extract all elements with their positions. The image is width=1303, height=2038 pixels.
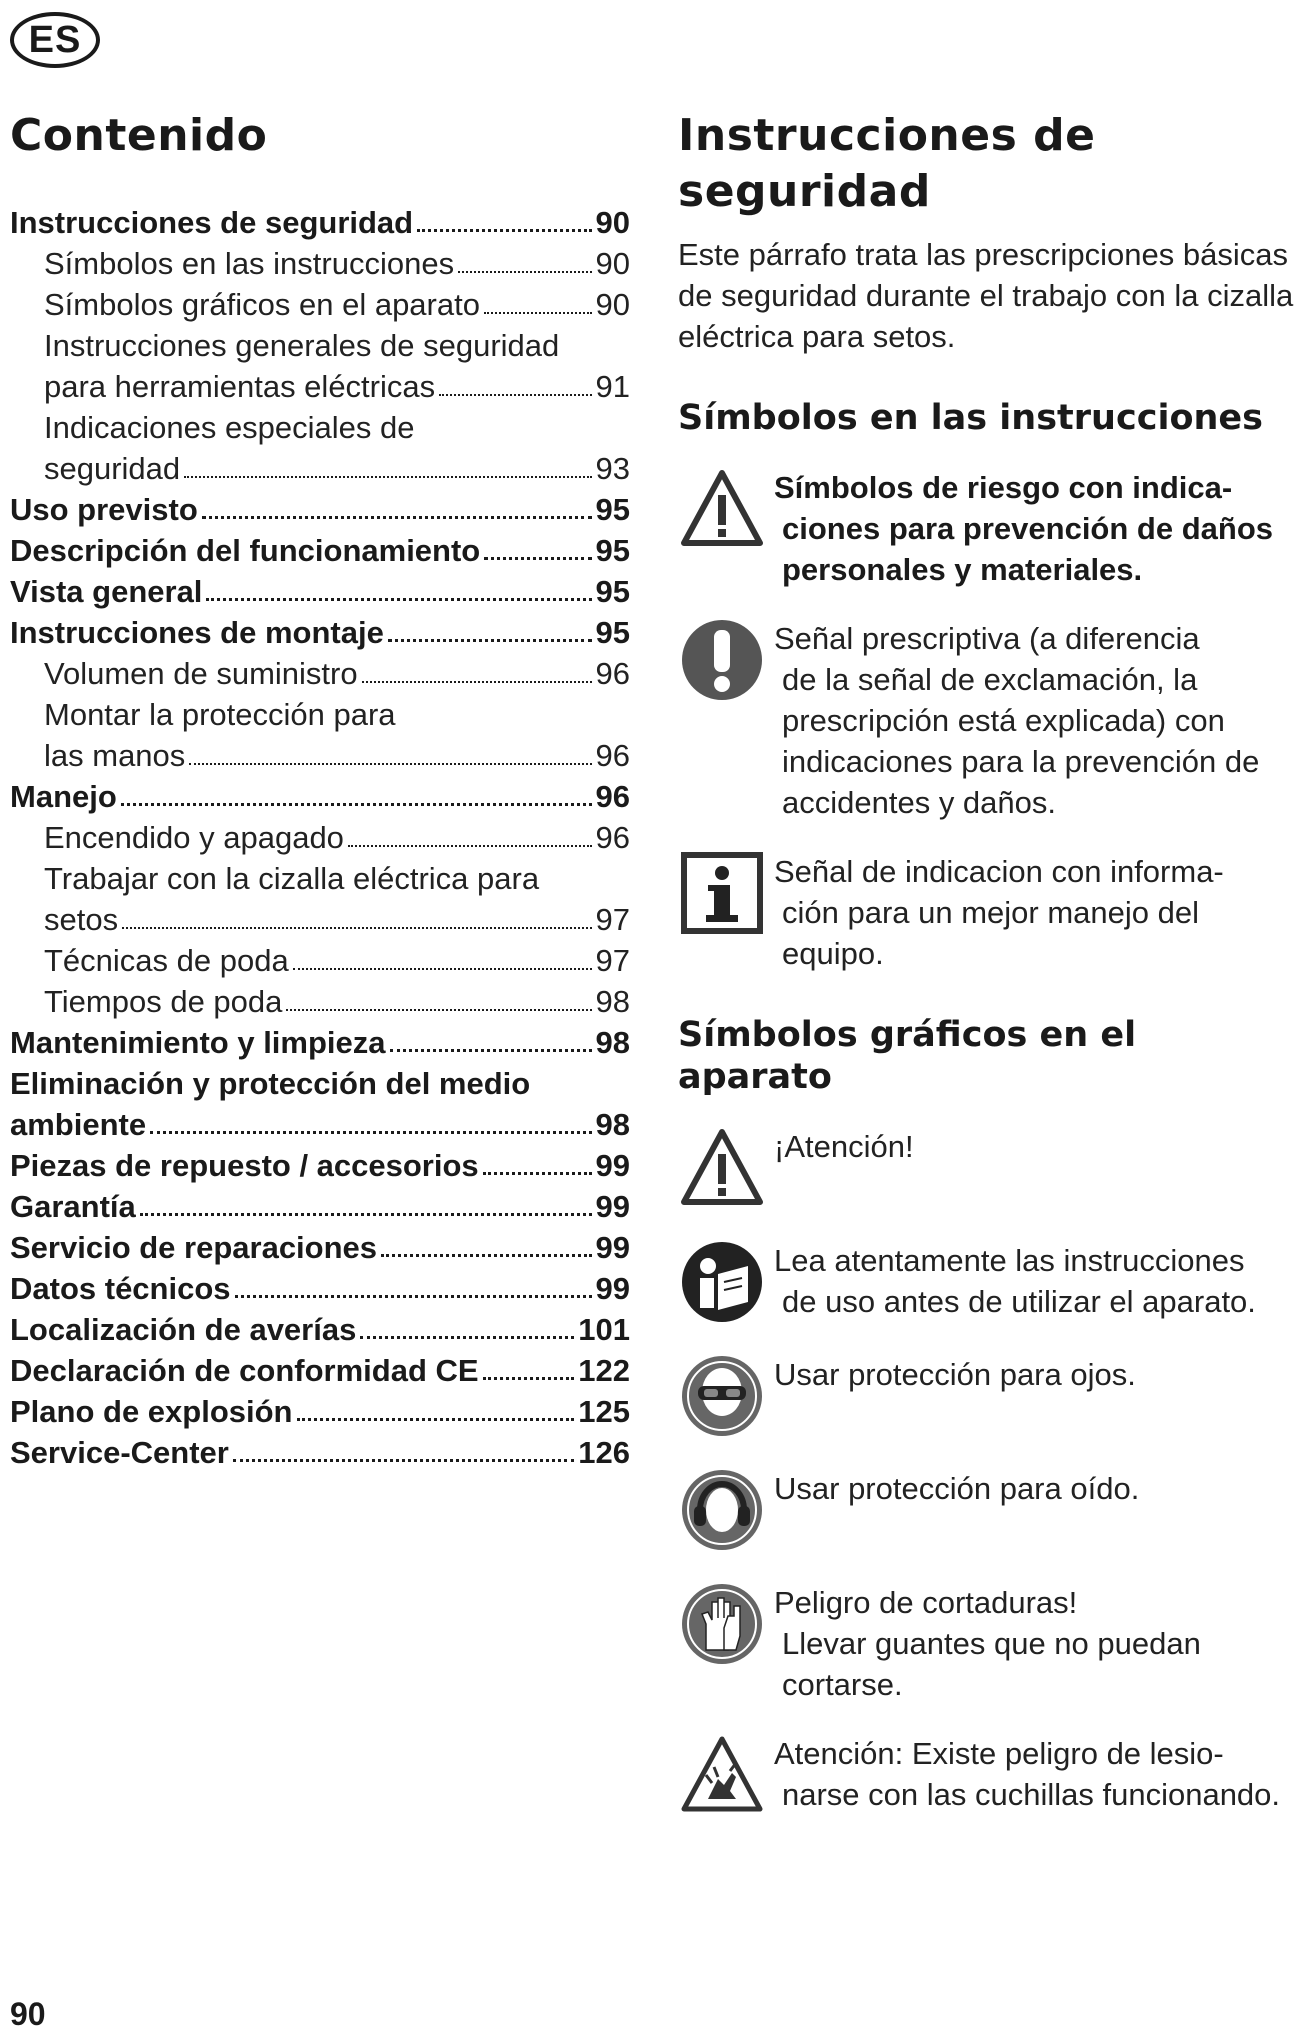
symbol-text-first-line: Señal de indicacion con informa- <box>774 854 1224 889</box>
toc-entry-title: las manos <box>44 738 186 773</box>
warning-triangle-icon <box>678 1124 766 1212</box>
toc-leader-dots <box>439 394 591 396</box>
toc-entry-title: Instrucciones de montaje <box>10 615 384 650</box>
eye-protection-icon <box>678 1352 766 1440</box>
toc-entry-page: 126 <box>578 1435 630 1470</box>
toc-entry-page: 96 <box>595 820 630 855</box>
symbol-text-first-line: ¡Atención! <box>774 1129 914 1164</box>
toc-entry-title: Service-Center <box>10 1435 229 1470</box>
instr-symbol-description <box>774 849 1298 974</box>
toc-entry-page: 99 <box>595 1271 630 1306</box>
toc-entry-page: 95 <box>595 574 630 609</box>
instr-symbols-heading: Símbolos en las instrucciones <box>678 398 1263 438</box>
toc-entry-title: Símbolos en las instrucciones <box>44 246 455 281</box>
toc-leader-dots <box>122 927 591 929</box>
toc-entry-page: 96 <box>595 779 630 814</box>
toc-entry-title: Vista general <box>10 574 203 609</box>
symbol-text-first-line: Peligro de cortaduras! <box>774 1585 1078 1620</box>
toc-entry-title: Instrucciones de seguridad <box>10 205 414 240</box>
toc-leader-dots <box>390 1049 592 1052</box>
toc-leader-dots <box>140 1213 592 1216</box>
toc-entry[interactable] <box>10 899 630 940</box>
toc-leader-dots <box>360 1336 574 1339</box>
toc-entry[interactable] <box>10 1391 630 1432</box>
device-symbol-description <box>774 1466 1139 1509</box>
toc-entry-page: 90 <box>595 246 630 281</box>
toc-leader-dots <box>121 803 592 806</box>
toc-leader-dots <box>206 598 591 601</box>
toc-entry-title: para herramientas eléctricas <box>44 369 436 404</box>
device-symbol-row <box>678 1352 1298 1440</box>
toc-entry[interactable] <box>10 489 630 530</box>
symbol-text-continuation: ciones para prevención de daños personales y materiales. <box>782 511 1273 587</box>
toc-entry-title: Datos técnicos <box>10 1271 231 1306</box>
toc-entry-title: Montar la protección para <box>44 697 396 732</box>
toc-entry-page: 95 <box>595 615 630 650</box>
instr-symbol-row <box>678 849 1298 974</box>
toc-entry[interactable] <box>10 243 630 284</box>
symbol-text-continuation: Llevar guantes que no puedan cortarse. <box>782 1626 1201 1702</box>
symbol-text-first-line: Lea atentamente las instrucciones <box>774 1243 1245 1278</box>
symbol-text-continuation: de uso antes de utilizar el aparato. <box>782 1284 1256 1319</box>
toc-entry-page: 96 <box>595 656 630 691</box>
device-symbol-row <box>678 1238 1298 1326</box>
language-badge <box>10 12 100 68</box>
toc-entry[interactable] <box>10 1145 630 1186</box>
toc-entry-title: Encendido y apagado <box>44 820 344 855</box>
toc-entry-title: Localización de averías <box>10 1312 357 1347</box>
toc-entry[interactable] <box>10 530 630 571</box>
blade-hazard-icon <box>678 1731 766 1819</box>
toc-entry[interactable] <box>10 1432 630 1473</box>
toc-entry-page: 93 <box>595 451 630 486</box>
toc-entry-page: 99 <box>595 1189 630 1224</box>
gloves-icon <box>678 1580 766 1668</box>
instr-symbol-description <box>774 616 1298 823</box>
instr-symbols-list <box>678 465 1298 974</box>
safety-heading: Instrucciones de seguridad <box>678 110 1096 217</box>
toc-entry-title: Técnicas de poda <box>44 943 289 978</box>
toc-heading: Contenido <box>10 110 268 161</box>
toc-leader-dots <box>484 312 592 314</box>
toc-entry-title: Símbolos gráficos en el aparato <box>44 287 480 322</box>
toc-entry-page: 95 <box>595 533 630 568</box>
toc-leader-dots <box>184 476 591 478</box>
toc-leader-dots <box>458 271 591 273</box>
toc-entry-title: Declaración de conformidad CE <box>10 1353 479 1388</box>
toc-entry-title: Manejo <box>10 779 117 814</box>
toc-leader-dots <box>381 1254 591 1257</box>
symbol-text-continuation: narse con las cuchillas funcionando. <box>782 1777 1281 1812</box>
toc-entry[interactable] <box>10 202 630 243</box>
device-symbols-heading: Símbolos gráficos en el aparato <box>678 1015 1137 1097</box>
toc-entry[interactable] <box>10 448 630 489</box>
symbol-text-first-line: Señal prescriptiva (a diferencia <box>774 621 1200 656</box>
toc-entry-title: Descripción del funcionamiento <box>10 533 481 568</box>
toc-entry-page: 95 <box>595 492 630 527</box>
language-code: ES <box>28 18 82 61</box>
ear-protection-icon <box>678 1466 766 1554</box>
device-symbol-description <box>774 1124 914 1167</box>
toc-entry[interactable] <box>10 1186 630 1227</box>
safety-column <box>678 108 1298 1819</box>
toc-leader-dots <box>235 1295 592 1298</box>
toc-entry[interactable] <box>10 571 630 612</box>
toc-entry-title: Mantenimiento y limpieza <box>10 1025 386 1060</box>
toc-entry[interactable] <box>10 1268 630 1309</box>
toc-entry-page: 97 <box>595 902 630 937</box>
device-symbols-list <box>678 1124 1298 1819</box>
toc-entry[interactable] <box>10 776 630 817</box>
toc-entry[interactable] <box>10 817 630 858</box>
toc-entry[interactable] <box>10 940 630 981</box>
toc-entry-line <box>10 694 630 735</box>
toc-leader-dots <box>293 968 592 970</box>
toc-leader-dots <box>233 1459 574 1462</box>
toc-entry-line <box>10 325 630 366</box>
toc-entry[interactable] <box>10 284 630 325</box>
symbol-text-first-line: Usar protección para oído. <box>774 1471 1140 1506</box>
toc-entry-page: 98 <box>595 1025 630 1060</box>
toc-entry-page: 90 <box>595 205 630 240</box>
info-box-icon <box>678 849 766 937</box>
toc-leader-dots <box>189 763 591 765</box>
device-symbol-row <box>678 1124 1298 1212</box>
toc-leader-dots <box>150 1131 591 1134</box>
toc-entry-title: Tiempos de poda <box>44 984 283 1019</box>
toc-entry[interactable] <box>10 1309 630 1350</box>
toc-leader-dots <box>417 229 591 232</box>
toc-entry-line <box>10 407 630 448</box>
device-symbol-description <box>774 1731 1280 1815</box>
instr-symbol-description <box>774 465 1298 590</box>
toc-leader-dots <box>483 1377 575 1380</box>
toc-entry-title: setos <box>44 902 119 937</box>
read-manual-icon <box>678 1238 766 1326</box>
toc-entry-page: 101 <box>578 1312 630 1347</box>
device-symbol-description <box>774 1580 1298 1705</box>
toc-entry-line <box>10 858 630 899</box>
toc-leader-dots <box>388 639 592 642</box>
toc-entry-title: Indicaciones especiales de <box>44 410 415 445</box>
symbol-text-first-line: Usar protección para ojos. <box>774 1357 1136 1392</box>
symbol-text-first-line: Atención: Existe peligro de lesio- <box>774 1736 1224 1771</box>
toc-entry[interactable] <box>10 735 630 776</box>
toc-entry[interactable] <box>10 1227 630 1268</box>
toc-entry[interactable] <box>10 1022 630 1063</box>
toc-entry-page: 98 <box>595 984 630 1019</box>
page-number: 90 <box>10 1996 46 2032</box>
toc-entry-page: 90 <box>595 287 630 322</box>
toc-entry[interactable] <box>10 653 630 694</box>
toc-entry-title: Uso previsto <box>10 492 198 527</box>
toc-entry-title: Eliminación y protección del medio <box>10 1066 531 1101</box>
toc-leader-dots <box>297 1418 575 1421</box>
table-of-contents <box>10 202 630 1473</box>
toc-entry-title: Volumen de suministro <box>44 656 358 691</box>
toc-entry[interactable] <box>10 981 630 1022</box>
device-symbol-description <box>774 1352 1136 1395</box>
instr-symbol-row <box>678 465 1298 590</box>
symbol-text-first-line: Símbolos de riesgo con indica- <box>774 470 1233 505</box>
toc-entry-page: 98 <box>595 1107 630 1142</box>
toc-leader-dots <box>286 1009 591 1011</box>
toc-leader-dots <box>202 516 592 519</box>
warning-triangle-icon <box>678 465 766 553</box>
safety-intro: Este párrafo trata las prescripciones básicas de seguridad durante el trabajo con la cizalla eléctrica para setos. <box>678 237 1294 354</box>
toc-entry-page: 99 <box>595 1148 630 1183</box>
symbol-text-continuation: de la señal de exclamación, la prescripción está explicada) con indicaciones para la prevención de accidentes y daños. <box>782 662 1260 820</box>
toc-leader-dots <box>483 1172 592 1175</box>
toc-entry-page: 97 <box>595 943 630 978</box>
toc-leader-dots <box>348 845 592 847</box>
toc-entry[interactable] <box>10 1104 630 1145</box>
device-symbol-row <box>678 1580 1298 1705</box>
device-symbol-description <box>774 1238 1256 1322</box>
toc-leader-dots <box>362 681 592 683</box>
toc-entry-title: Servicio de reparaciones <box>10 1230 378 1265</box>
toc-entry[interactable] <box>10 612 630 653</box>
device-symbol-row <box>678 1731 1298 1819</box>
toc-column <box>10 108 630 1473</box>
toc-entry[interactable] <box>10 366 630 407</box>
toc-entry-page: 125 <box>578 1394 630 1429</box>
toc-entry-page: 99 <box>595 1230 630 1265</box>
instr-symbol-row <box>678 616 1298 823</box>
toc-entry-title: Instrucciones generales de seguridad <box>44 328 560 363</box>
toc-entry-title: Garantía <box>10 1189 136 1224</box>
symbol-text-continuation: ción para un mejor manejo del equipo. <box>782 895 1200 971</box>
toc-entry-line <box>10 1063 630 1104</box>
toc-entry-page: 91 <box>595 369 630 404</box>
toc-entry-page: 96 <box>595 738 630 773</box>
toc-entry-title: Plano de explosión <box>10 1394 293 1429</box>
toc-entry-title: Piezas de repuesto / accesorios <box>10 1148 479 1183</box>
device-symbol-row <box>678 1466 1298 1554</box>
toc-entry-page: 122 <box>578 1353 630 1388</box>
toc-leader-dots <box>484 557 591 560</box>
toc-entry[interactable] <box>10 1350 630 1391</box>
toc-entry-title: Trabajar con la cizalla eléctrica para <box>44 861 540 896</box>
toc-entry-title: ambiente <box>10 1107 147 1142</box>
toc-entry-title: seguridad <box>44 451 181 486</box>
exclamation-circle-icon <box>678 616 766 704</box>
